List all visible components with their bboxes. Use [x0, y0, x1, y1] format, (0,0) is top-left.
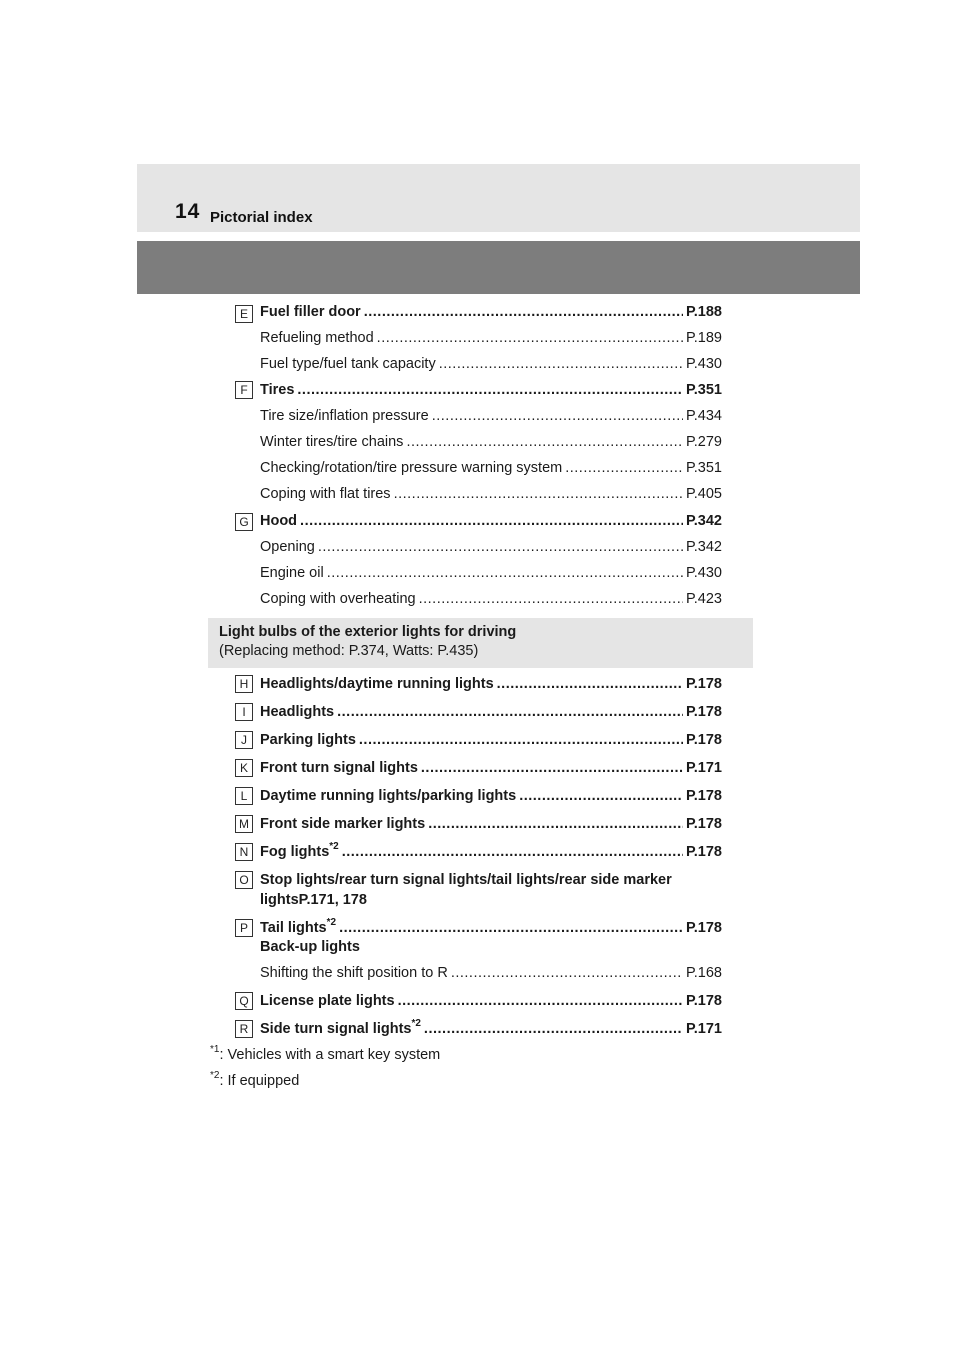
entry-label: Stop lights/rear turn signal lights/tail lights/rear side marker lightsP.171, 178 — [260, 872, 672, 908]
entry-label: Coping with overheating — [260, 591, 416, 607]
index-entry[interactable] — [260, 814, 722, 834]
index-subentry[interactable] — [260, 589, 722, 609]
footnote-mark: *1 — [210, 1044, 220, 1056]
callout-letter: M — [235, 815, 253, 833]
callout-letter: K — [235, 759, 253, 777]
entry-label: Fuel type/fuel tank capacity — [260, 356, 436, 372]
entry-page[interactable]: P.178 — [685, 844, 722, 860]
entry-label: Shifting the shift position to R — [260, 965, 448, 981]
entry-page[interactable]: P.351 — [685, 460, 722, 476]
footnote-mark: *2 — [411, 1018, 421, 1030]
page-title: Pictorial index — [210, 209, 313, 226]
callout-letter: J — [235, 731, 253, 749]
index-entry[interactable] — [260, 730, 722, 750]
entry-label: Checking/rotation/tire pressure warning system — [260, 460, 563, 476]
footnote-mark: *2 — [329, 841, 339, 853]
footnote-text: : Vehicles with a smart key system — [219, 1047, 441, 1063]
index-entry[interactable] — [260, 380, 722, 400]
entry-label: Parking lights — [260, 732, 356, 748]
callout-letter: L — [235, 787, 253, 805]
index-subentry[interactable] — [260, 484, 722, 504]
index-entry[interactable] — [260, 786, 722, 806]
entry-page[interactable]: P.434 — [685, 408, 722, 424]
index-entry[interactable] — [260, 1019, 722, 1039]
index-subentry[interactable] — [260, 537, 722, 557]
entry-label: Winter tires/tire chains — [260, 434, 404, 450]
entry-label: Hood — [260, 513, 298, 529]
entry-page[interactable]: P.351 — [685, 382, 722, 398]
entry-label: Front side marker lights — [260, 816, 426, 832]
footnote-text: : If equipped — [219, 1073, 300, 1089]
index-subentry[interactable] — [260, 432, 722, 452]
entry-page[interactable]: P.178 — [685, 788, 722, 804]
entry-label: Back-up lights — [260, 939, 360, 955]
index-subentry[interactable] — [260, 963, 722, 983]
callout-letter: R — [235, 1020, 253, 1038]
entry-label: Engine oil — [260, 565, 324, 581]
index-entry[interactable] — [260, 870, 730, 910]
callout-letter: G — [235, 513, 253, 531]
entry-page[interactable]: P.178 — [685, 676, 722, 692]
section-heading — [208, 618, 753, 668]
index-entry[interactable] — [260, 702, 722, 722]
entry-label: License plate lights — [260, 993, 395, 1009]
entry-label: Side turn signal lights — [260, 1021, 412, 1037]
entry-label: Headlights — [260, 704, 335, 720]
index-entry[interactable] — [260, 674, 722, 694]
page-number: 14 — [175, 200, 201, 223]
index-subentry[interactable] — [260, 354, 722, 374]
entry-page[interactable]: P.279 — [685, 434, 722, 450]
entry-label: Fog lights — [260, 844, 330, 860]
entry-page[interactable]: P.171 — [685, 1021, 722, 1037]
entry-page[interactable]: P.430 — [685, 565, 722, 581]
entry-page[interactable]: P.188 — [685, 304, 722, 320]
entry-page[interactable]: P.178 — [685, 732, 722, 748]
index-subentry[interactable] — [260, 563, 722, 583]
section-subtitle: (Replacing method: P.374, Watts: P.435) — [219, 643, 479, 659]
index-entry[interactable] — [260, 918, 722, 938]
index-entry[interactable] — [260, 758, 722, 778]
entry-label: Tire size/inflation pressure — [260, 408, 429, 424]
entry-page[interactable]: P.178 — [685, 993, 722, 1009]
callout-letter: Q — [235, 992, 253, 1010]
entry-page[interactable]: P.405 — [685, 486, 722, 502]
callout-letter: N — [235, 843, 253, 861]
index-entry-extra — [260, 937, 722, 957]
callout-letter: F — [235, 381, 253, 399]
entry-page[interactable]: P.168 — [685, 965, 722, 981]
entry-label: Fuel filler door — [260, 304, 361, 320]
entry-page[interactable]: P.342 — [685, 539, 722, 555]
entry-page[interactable]: P.171 — [685, 760, 722, 776]
entry-label: Front turn signal lights — [260, 760, 418, 776]
index-subentry[interactable] — [260, 328, 722, 348]
entry-page[interactable]: P.178 — [685, 816, 722, 832]
index-entry[interactable] — [260, 511, 722, 531]
entry-page[interactable]: P.342 — [685, 513, 722, 529]
illustration-bar — [137, 241, 860, 294]
index-entry[interactable] — [260, 842, 722, 862]
entry-label: Headlights/daytime running lights — [260, 676, 494, 692]
callout-letter: E — [235, 305, 253, 323]
entry-page[interactable]: P.178 — [685, 920, 722, 936]
index-entry[interactable] — [260, 302, 722, 322]
index-subentry[interactable] — [260, 406, 722, 426]
callout-letter: I — [235, 703, 253, 721]
callout-letter: P — [235, 919, 253, 937]
index-entry[interactable] — [260, 991, 722, 1011]
entry-label: Opening — [260, 539, 315, 555]
entry-page[interactable]: P.189 — [685, 330, 722, 346]
callout-letter: H — [235, 675, 253, 693]
entry-page[interactable]: P.430 — [685, 356, 722, 372]
footnote — [210, 1071, 299, 1091]
footnote-mark: *2 — [210, 1070, 220, 1082]
entry-label: Refueling method — [260, 330, 374, 346]
callout-letter: O — [235, 871, 253, 889]
entry-page[interactable]: P.178 — [685, 704, 722, 720]
index-subentry[interactable] — [260, 458, 722, 478]
entry-label: Tail lights — [260, 920, 327, 936]
entry-label: Coping with flat tires — [260, 486, 391, 502]
entry-page[interactable]: P.423 — [685, 591, 722, 607]
entry-label: Tires — [260, 382, 295, 398]
page-header — [137, 164, 860, 232]
footnote-mark: *2 — [326, 917, 337, 929]
section-title: Light bulbs of the exterior lights for driving — [219, 624, 517, 640]
footnote — [210, 1045, 440, 1065]
entry-label: Daytime running lights/parking lights — [260, 788, 517, 804]
